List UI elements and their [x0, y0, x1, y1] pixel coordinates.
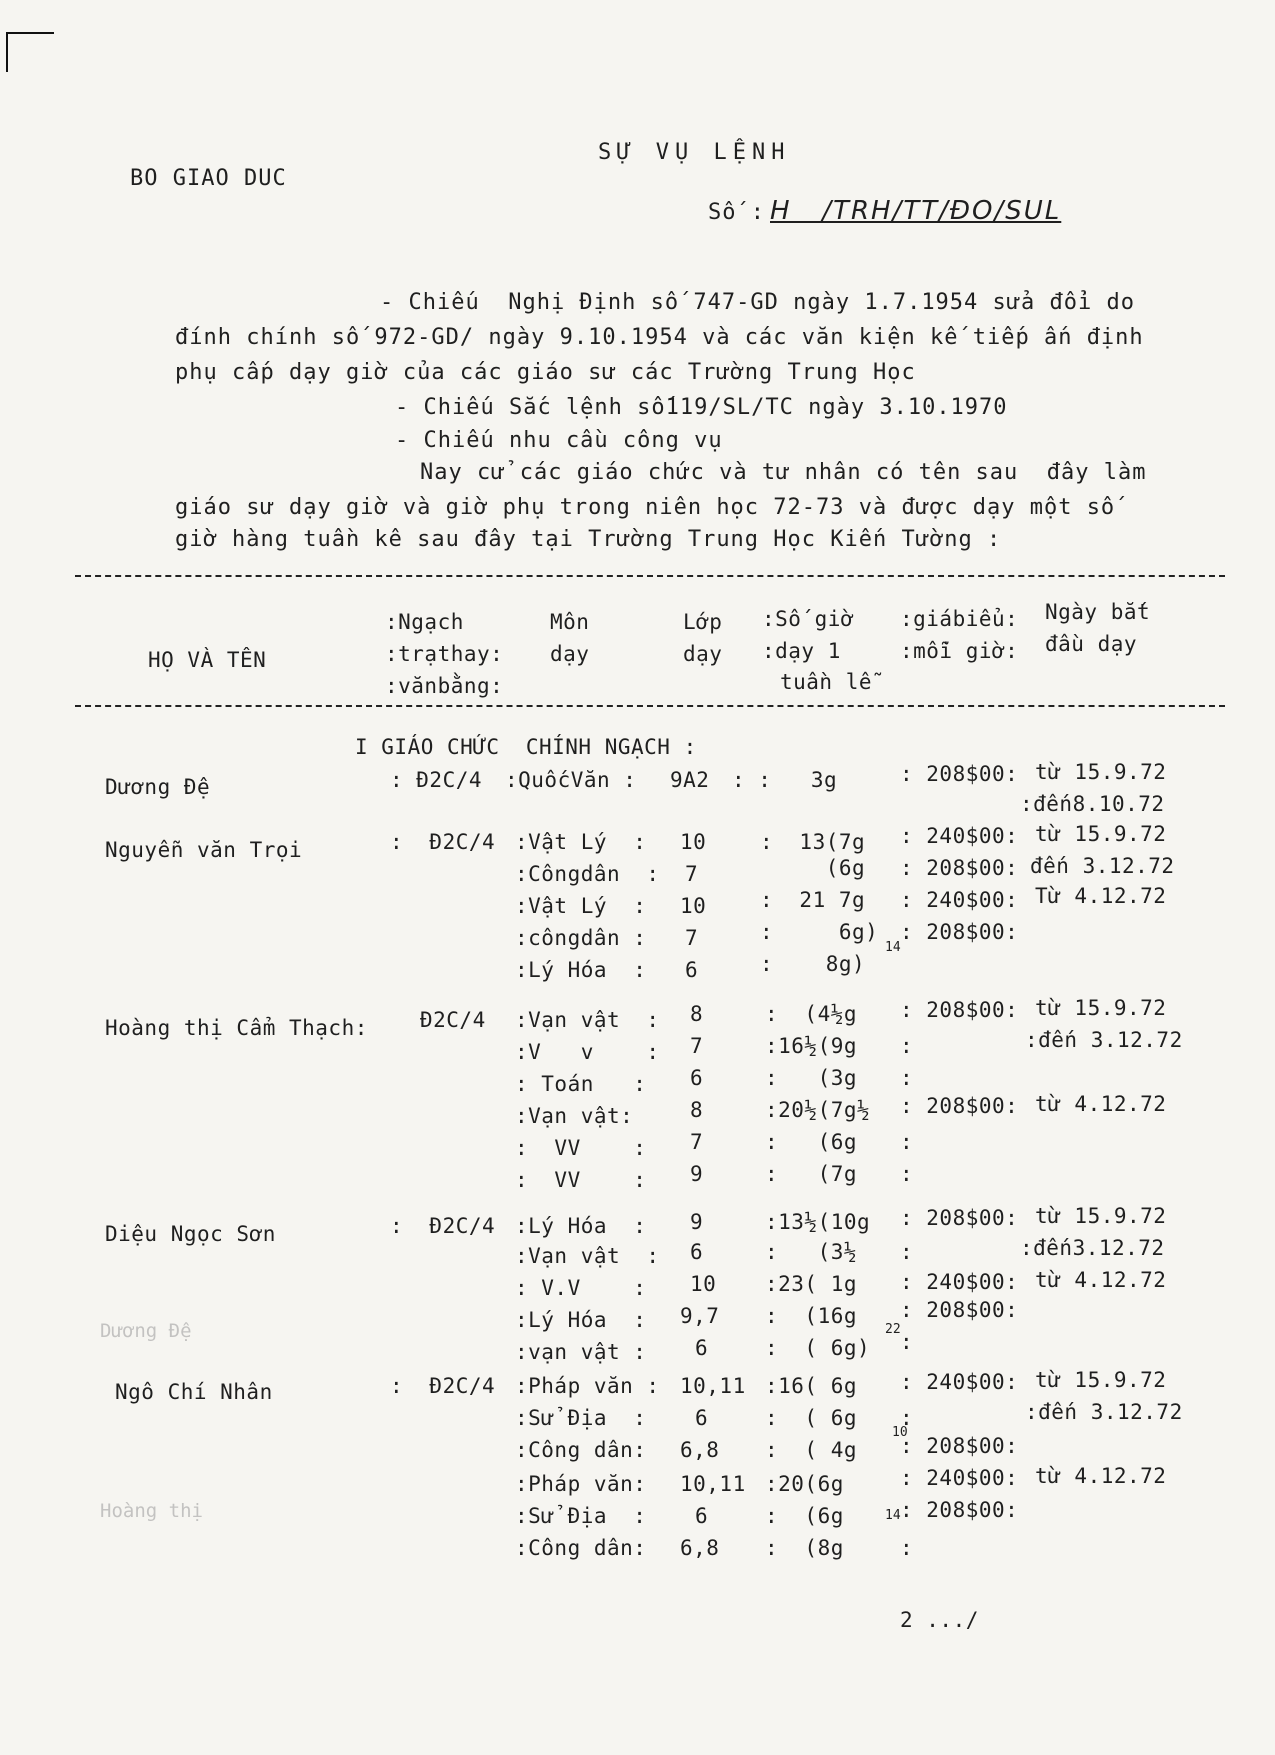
- column-header-hours: tuần lễ: [780, 670, 873, 694]
- margin-note: 10: [892, 1425, 908, 1440]
- class-cell: 10: [680, 830, 707, 854]
- subject-cell: :Pháp văn :: [515, 1374, 660, 1398]
- start-date-cell: từ 15.9.72: [1035, 1204, 1167, 1228]
- start-date-cell: :đến3.12.72: [1020, 1236, 1165, 1260]
- class-cell: 6: [690, 1240, 704, 1264]
- teacher-name: Diệu Ngọc Sơn: [105, 1222, 276, 1246]
- hours-cell: : : 3g: [732, 768, 838, 792]
- column-header-rank: :trạthay:: [385, 642, 504, 666]
- rate-cell: : 240$00:: [900, 1370, 1019, 1394]
- class-cell: 6: [695, 1504, 709, 1528]
- rate-cell: : 240$00:: [900, 888, 1019, 912]
- subject-cell: : Toán :: [515, 1072, 647, 1096]
- rate-cell: : 208$00:: [900, 1206, 1019, 1230]
- hours-cell: : 8g): [760, 952, 866, 976]
- rate-cell: : 208$00:: [900, 1298, 1019, 1322]
- start-date-cell: Từ 4.12.72: [1035, 884, 1167, 908]
- rate-cell: : 208$00:: [900, 920, 1019, 944]
- start-date-cell: từ 15.9.72: [1035, 1368, 1167, 1392]
- rate-cell: : 240$00:: [900, 1270, 1019, 1294]
- subject-cell: :Vật Lý :: [515, 894, 647, 918]
- class-cell: 7: [690, 1130, 704, 1154]
- hours-cell: :16½(9g: [765, 1034, 858, 1058]
- preamble-line: phụ cấp dạy giờ của các giáo sư các Trường Trung Học: [175, 360, 916, 385]
- rank-cell: : Đ2C/4: [390, 1374, 496, 1398]
- preamble-line: đính chính số 972-GD/ ngày 9.10.1954 và các văn kiện kế tiếp ấn định: [175, 325, 1144, 350]
- document-title: SỰ VỤ LỆNH: [598, 140, 791, 165]
- class-cell: 7: [685, 926, 699, 950]
- hours-cell: (6g: [760, 856, 866, 880]
- preamble-line: giáo sư dạy giờ và giờ phụ trong niên học 72-73 và được dạy một số: [175, 495, 1116, 520]
- hours-cell: : ( 6g): [765, 1336, 871, 1360]
- column-header-start: Ngày bắt: [1045, 600, 1151, 624]
- class-cell: 9: [690, 1162, 704, 1186]
- hours-cell: : 6g): [760, 920, 879, 944]
- class-cell: 6: [690, 1066, 704, 1090]
- teacher-name: Ngô Chí Nhân: [115, 1380, 273, 1404]
- column-header-class: Lớp: [683, 610, 723, 634]
- preamble-line: Nay cử các giáo chức và tư nhân có tên sau đây làm: [420, 460, 1147, 485]
- subject-cell: :Công dân:: [515, 1536, 647, 1560]
- class-cell: 10: [680, 894, 707, 918]
- rate-cell: : 208$00:: [900, 1498, 1019, 1522]
- hours-cell: : ( 6g: [765, 1406, 858, 1430]
- subject-cell: :vạn vật :: [515, 1340, 647, 1364]
- hours-cell: : (6g: [765, 1130, 858, 1154]
- subject-cell: :V v :: [515, 1040, 660, 1064]
- class-cell: 7: [685, 862, 699, 886]
- hours-cell: : (16g: [765, 1304, 858, 1328]
- rate-cell: : 240$00:: [900, 824, 1019, 848]
- table-header-rule: [75, 705, 1225, 707]
- rate-cell: :: [900, 1162, 914, 1186]
- hours-cell: :20½(7g½: [765, 1098, 871, 1122]
- rank-cell: : Đ2C/4: [390, 1214, 496, 1238]
- ministry-name: BO GIAO DUC: [130, 166, 287, 191]
- class-cell: 9: [690, 1210, 704, 1234]
- class-cell: 6: [695, 1406, 709, 1430]
- hours-cell: : (8g: [765, 1536, 844, 1560]
- start-date-cell: từ 4.12.72: [1035, 1464, 1167, 1488]
- rate-cell: :: [900, 1066, 914, 1090]
- hours-cell: : 21 7g: [760, 888, 866, 912]
- class-cell: 8: [690, 1002, 704, 1026]
- rate-cell: : 208$00:: [900, 1434, 1019, 1458]
- class-cell: 9,7: [680, 1304, 720, 1328]
- column-header-rank: :vănbằng:: [385, 674, 504, 698]
- subject-cell: :Lý Hóa :: [515, 1308, 647, 1332]
- class-cell: 6,8: [680, 1536, 720, 1560]
- start-date-cell: đến 3.12.72: [1030, 854, 1175, 878]
- subject-cell: :Sử Địa :: [515, 1406, 647, 1430]
- rate-cell: :: [900, 1034, 914, 1058]
- class-cell: 6,8: [680, 1438, 720, 1462]
- document-number-value: H /TRH/TT/ĐO/SUL: [770, 196, 1062, 226]
- column-header-subject: dạy: [550, 642, 590, 666]
- subject-cell: :Vạn vật :: [515, 1244, 660, 1268]
- hours-cell: : (3g: [765, 1066, 858, 1090]
- hours-cell: :20(6g: [765, 1472, 844, 1496]
- rate-cell: : 208$00:: [900, 1094, 1019, 1118]
- subject-cell: :Lý Hóa :: [515, 1214, 647, 1238]
- subject-cell: :QuốcVăn :: [505, 768, 637, 792]
- preamble-line: giờ hàng tuần kê sau đây tại Trường Trung Học Kiến Tường :: [175, 527, 1002, 552]
- preamble-line: - Chiếu nhu cầu công vụ: [395, 428, 723, 453]
- subject-cell: :Công dân:: [515, 1438, 647, 1462]
- class-cell: 6: [685, 958, 699, 982]
- scan-corner-mark-vertical: [6, 32, 8, 72]
- rate-cell: : 208$00:: [900, 856, 1019, 880]
- page-continuation: 2 .../: [900, 1608, 979, 1632]
- start-date-cell: từ 15.9.72: [1035, 760, 1167, 784]
- class-cell: 8: [690, 1098, 704, 1122]
- subject-cell: : V.V :: [515, 1276, 647, 1300]
- rank-cell: Đ2C/4: [420, 1008, 486, 1032]
- rank-cell: : Đ2C/4: [390, 830, 496, 854]
- rate-cell: :: [900, 1536, 914, 1560]
- class-cell: 7: [690, 1034, 704, 1058]
- document-number-label: Số :: [708, 200, 765, 225]
- subject-cell: :côngdân :: [515, 926, 647, 950]
- rank-cell: : Đ2C/4: [390, 768, 483, 792]
- bleed-through-text: Hoàng thị: [100, 1500, 203, 1522]
- rate-cell: : 208$00:: [900, 998, 1019, 1022]
- bleed-through-text: Dương Đệ: [100, 1320, 192, 1342]
- column-header-rank: :Ngạch: [385, 610, 464, 634]
- class-cell: 6: [695, 1336, 709, 1360]
- subject-cell: :Lý Hóa :: [515, 958, 647, 982]
- start-date-cell: từ 15.9.72: [1035, 996, 1167, 1020]
- column-header-rate: :mỗi giờ:: [900, 639, 1019, 663]
- start-date-cell: :đến8.10.72: [1020, 792, 1165, 816]
- class-cell: 10,11: [680, 1374, 746, 1398]
- margin-note: 22: [885, 1322, 901, 1337]
- class-cell: 10,11: [680, 1472, 746, 1496]
- hours-cell: :23( 1g: [765, 1272, 858, 1296]
- subject-cell: :Vạn vật:: [515, 1104, 647, 1128]
- start-date-cell: từ 4.12.72: [1035, 1092, 1167, 1116]
- column-header-class: dạy: [683, 642, 723, 666]
- column-header-start: đầu dạy: [1045, 632, 1138, 656]
- subject-cell: :Pháp văn:: [515, 1472, 647, 1496]
- teacher-name: Nguyễn văn Trọi: [105, 838, 303, 862]
- hours-cell: : (4½g: [765, 1002, 858, 1026]
- subject-cell: :Sử Địa :: [515, 1504, 647, 1528]
- column-header-name: HỌ VÀ TÊN: [148, 648, 267, 672]
- rate-cell: :: [900, 1240, 914, 1264]
- subject-cell: :Côngdân :: [515, 862, 660, 886]
- subject-cell: : VV :: [515, 1136, 647, 1160]
- rate-cell: : 240$00:: [900, 1466, 1019, 1490]
- teacher-name: Hoàng thị Cẩm Thạch:: [105, 1016, 368, 1040]
- start-date-cell: từ 4.12.72: [1035, 1268, 1167, 1292]
- table-top-rule: [75, 575, 1225, 577]
- rate-cell: :: [900, 1330, 914, 1354]
- teacher-name: Dương Đệ: [105, 775, 211, 799]
- start-date-cell: :đến 3.12.72: [1025, 1400, 1183, 1424]
- class-cell: 9A2: [670, 768, 710, 792]
- hours-cell: : (6g: [765, 1504, 844, 1528]
- margin-note: 14: [885, 1508, 901, 1523]
- preamble-line: - Chiếu Nghị Định số 747-GD ngày 1.7.1954 sửa đổi do: [380, 290, 1135, 315]
- preamble-line: - Chiếu Sắc lệnh số119/SL/TC ngày 3.10.1970: [395, 395, 1008, 420]
- section-title: I GIÁO CHỨC CHÍNH NGẠCH :: [355, 735, 697, 759]
- hours-cell: : (7g: [765, 1162, 858, 1186]
- column-header-subject: Môn: [550, 610, 590, 634]
- column-header-hours: :Số giờ: [762, 607, 855, 631]
- subject-cell: :Vật Lý :: [515, 830, 647, 854]
- class-cell: 10: [690, 1272, 717, 1296]
- rate-cell: :: [900, 1406, 914, 1430]
- start-date-cell: :đến 3.12.72: [1025, 1028, 1183, 1052]
- column-header-hours: :dạy 1: [762, 639, 841, 663]
- hours-cell: :16( 6g: [765, 1374, 858, 1398]
- margin-note: 14: [885, 940, 901, 955]
- column-header-rate: :giábiểu:: [900, 607, 1019, 631]
- rate-cell: : 208$00:: [900, 762, 1019, 786]
- hours-cell: : ( 4g: [765, 1438, 858, 1462]
- subject-cell: : VV :: [515, 1168, 647, 1192]
- subject-cell: :Vạn vật :: [515, 1008, 660, 1032]
- hours-cell: : 13(7g: [760, 830, 866, 854]
- rate-cell: :: [900, 1130, 914, 1154]
- start-date-cell: từ 15.9.72: [1035, 822, 1167, 846]
- hours-cell: : (3½: [765, 1240, 858, 1264]
- hours-cell: :13½(10g: [765, 1210, 871, 1234]
- scan-corner-mark: [6, 32, 54, 34]
